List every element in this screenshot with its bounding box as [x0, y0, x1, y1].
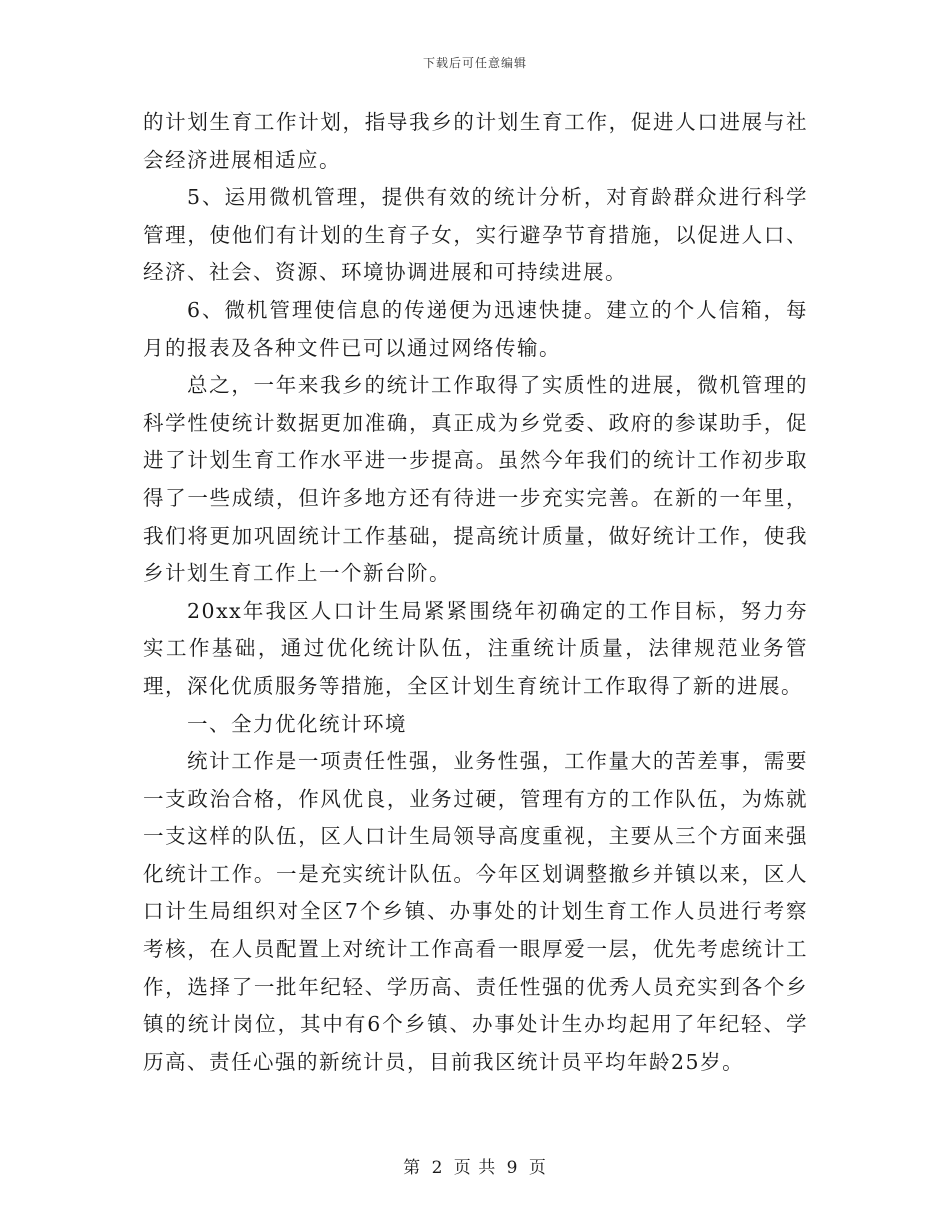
paragraph-3: 6、微机管理使信息的传递便为迅速快捷。建立的个人信箱，每月的报表及各种文件已可以通过网络传输。 — [143, 297, 808, 360]
total-page-number: 9 — [506, 1158, 519, 1178]
page-footer — [0, 1153, 950, 1178]
paragraph-1: 的计划生育工作计划，指导我乡的计划生育工作，促进人口进展与社会经济进展相适应。 — [143, 110, 808, 172]
paragraph-5: 20xx年我区人口计生局紧紧围绕年初确定的工作目标，努力夯实工作基础，通过优化统计队伍，注重统计质量，法律规范业务管理，深化优质服务等措施，全区计划生育统计工作取得了新的进展。 — [143, 598, 808, 698]
paragraph-2: 5、运用微机管理，提供有效的统计分析，对育龄群众进行科学管理，使他们有计划的生育子女，实行避孕节育措施，以促进人口、经济、社会、资源、环境协调进展和可持续进展。 — [143, 185, 808, 285]
footer-suffix: 页 — [528, 1158, 547, 1178]
page-header-note: 下载后可任意编辑 — [422, 56, 527, 70]
current-page-number: 2 — [431, 1158, 444, 1178]
section-heading: 一、全力优化统计环境 — [187, 711, 407, 736]
paragraph-7: 统计工作是一项责任性强，业务性强，工作量大的苦差事，需要一支政治合格，作风优良，业务过硬，管理有方的工作队伍，为炼就一支这样的队伍，区人口计生局领导高度重视，主要从三个方面来强化统计工作。一是充实统计队伍。今年区划调整撤乡并镇以来，区人口计生局组织对全区7个乡镇、办事处的计划生育工作人员进行考察考核，在人员配置上对统计工作高看一眼厚爱一层，优先考虑统计工作，选择了一批年纪轻、学历高、责任性强的优秀人员充实到各个乡镇的统计岗位，其中有6个乡镇、办事处计生办均起用了年纪轻、学历高、责任心强的新统计员，目前我区统计员平均年龄25岁。 — [143, 749, 808, 1074]
paragraph-4: 总之，一年来我乡的统计工作取得了实质性的进展，微机管理的科学性使统计数据更加准确，真正成为乡党委、政府的参谋助手，促进了计划生育工作水平进一步提高。虽然今年我们的统计工作初步取得了一些成绩，但许多地方还有待进一步充实完善。在新的一年里，我们将更加巩固统计工作基础，提高统计质量，做好统计工作，使我乡计划生育工作上一个新台阶。 — [143, 373, 808, 586]
document-body — [143, 104, 808, 1081]
footer-middle: 页 共 — [453, 1158, 497, 1178]
footer-prefix: 第 — [403, 1158, 422, 1178]
